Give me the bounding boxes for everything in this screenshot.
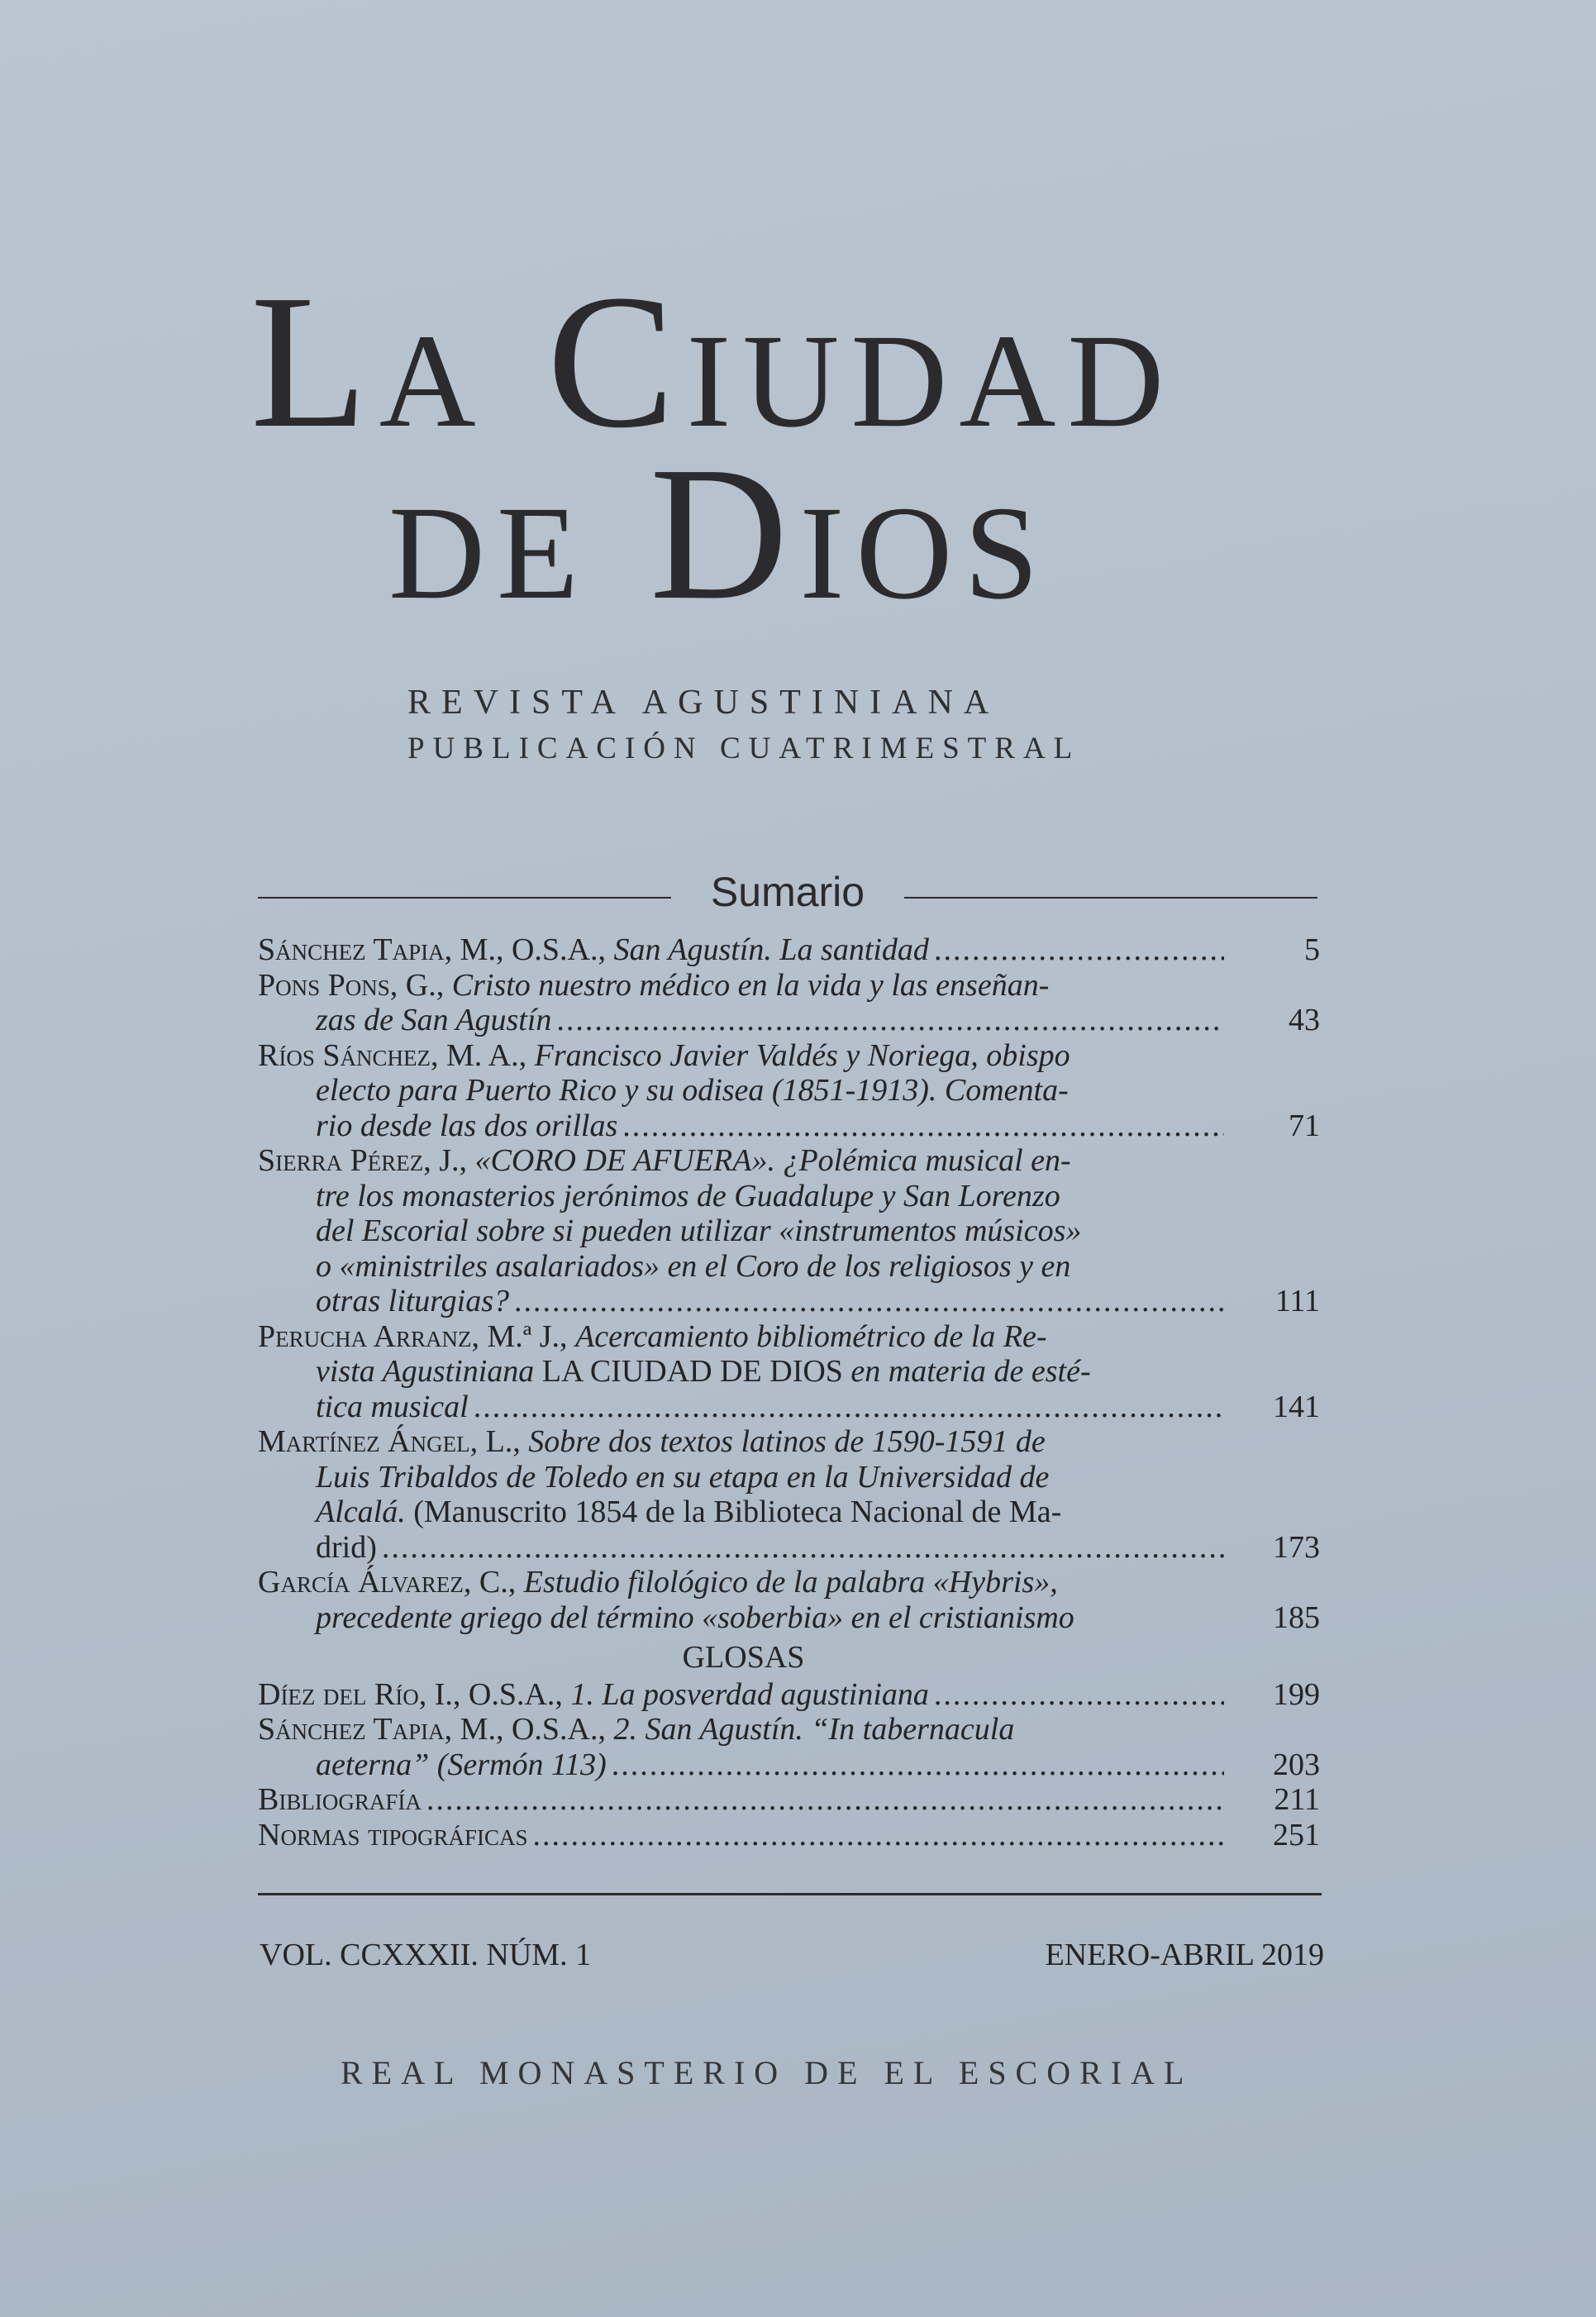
leader-dots	[514, 1284, 1224, 1319]
toc-author: Martínez Ángel, L.,	[258, 1424, 521, 1459]
toc-entry	[258, 1677, 1320, 1713]
toc-title: tre los monasterios jerónimos de Guadalupe y San Lorenzo	[316, 1178, 1060, 1213]
toc-title: Sobre dos textos latinos de 1590-1591 de	[528, 1424, 1046, 1459]
publisher: REAL MONASTERIO DE EL ESCORIAL	[341, 2054, 1193, 2091]
toc-title: Estudio filológico de la palabra «Hybris»,	[523, 1565, 1058, 1599]
toc-title: «CORO DE AFUERA». ¿Polémica musical en-	[474, 1143, 1071, 1178]
toc-author: Sierra Pérez, J.,	[258, 1143, 468, 1178]
issue-date: ENERO-ABRIL 2019	[1045, 1938, 1324, 1972]
toc-section-label: Normas tipográficas	[258, 1817, 528, 1852]
toc-author: Díez del Río, I., O.S.A.,	[258, 1676, 563, 1712]
leader-dots	[533, 1818, 1224, 1853]
leader-dots	[612, 1747, 1224, 1783]
leader-dots	[474, 1390, 1224, 1425]
divider-left	[258, 897, 671, 899]
toc-page-number: 141	[1273, 1389, 1320, 1424]
footer-divider	[258, 1893, 1322, 1895]
toc-author: Perucha Arranz, M.ª J.,	[258, 1318, 568, 1354]
toc-entry	[258, 1712, 1320, 1782]
toc-entry	[258, 1565, 1320, 1635]
toc-author: García Álvarez, C.,	[258, 1565, 517, 1599]
toc-page-number: 111	[1274, 1284, 1320, 1318]
toc-title: Luis Tribaldos de Toledo en su etapa en la Universidad de	[316, 1459, 1050, 1495]
leader-dots	[934, 932, 1224, 968]
toc-entry	[258, 1319, 1320, 1425]
toc-author: Pons Pons, G.,	[258, 967, 445, 1003]
toc-page-number: 199	[1273, 1676, 1320, 1712]
toc-title: del Escorial sobre si pueden utilizar «instrumentos músicos»	[316, 1213, 1082, 1248]
leader-dots	[622, 1108, 1224, 1144]
toc-page-number: 71	[1289, 1108, 1320, 1143]
toc-entry	[258, 1038, 1320, 1144]
toc-page-number: 251	[1273, 1817, 1320, 1852]
divider-right	[904, 897, 1317, 899]
toc-title: zas de San Agustín	[316, 1003, 552, 1037]
toc-title: Alcalá.	[316, 1495, 406, 1529]
toc-title: drid)	[316, 1529, 377, 1565]
toc-title: en materia de esté-	[850, 1354, 1091, 1389]
leader-dots	[934, 1677, 1224, 1713]
toc-page-number: 43	[1289, 1003, 1320, 1037]
toc-page-number: 5	[1304, 932, 1320, 967]
journal-subtitle: REVISTA AGUSTINIANA	[407, 684, 1000, 722]
toc-title: Cristo nuestro médico en la vida y las enseñan-	[451, 967, 1050, 1003]
toc-entry	[258, 932, 1320, 968]
leader-dots	[556, 1003, 1224, 1038]
journal-name-inline: LA CIUDAD DE DIOS	[541, 1354, 843, 1389]
toc-author: Sánchez Tapia, M., O.S.A.,	[258, 1712, 606, 1747]
toc-page-number: 185	[1273, 1599, 1320, 1635]
toc-entry	[258, 1782, 1320, 1818]
toc-title: (Manuscrito 1854 de la Biblioteca Nacional de Ma-	[413, 1495, 1062, 1529]
sumario-heading: Sumario	[710, 869, 865, 915]
toc-section-label: Bibliografía	[258, 1782, 422, 1817]
toc-title: San Agustín. La santidad	[613, 932, 929, 967]
volume-number: VOL. CCXXXII. NÚM. 1	[260, 1938, 592, 1972]
journal-title-line1: La Ciudad	[250, 255, 1176, 468]
leader-dots	[426, 1782, 1224, 1818]
toc-entry	[258, 1424, 1320, 1565]
toc-title: Acercamiento bibliométrico de la Re-	[575, 1318, 1047, 1354]
toc-entry	[258, 968, 1320, 1038]
toc-author: Ríos Sánchez, M. A.,	[258, 1037, 527, 1073]
toc-title: tica musical	[316, 1389, 469, 1424]
journal-title-line2: de Dios	[388, 427, 1051, 640]
publication-frequency: PUBLICACIÓN CUATRIMESTRAL	[407, 732, 1081, 765]
toc-title: aeterna” (Sermón 113)	[316, 1747, 607, 1782]
toc-entry	[258, 1143, 1320, 1319]
toc-title: o «ministriles asalariados» en el Coro de los religiosos y en	[316, 1248, 1071, 1284]
toc-title: otras liturgias?	[316, 1284, 510, 1318]
toc-title: 1. La posverdad agustiniana	[570, 1676, 929, 1712]
toc-page-number: 203	[1273, 1747, 1320, 1782]
toc-page-number: 173	[1273, 1529, 1320, 1565]
glosas-heading: GLOSAS	[682, 1640, 805, 1675]
toc-title: 2. San Agustín. “In tabernacula	[613, 1712, 1015, 1747]
toc-page-number: 211	[1274, 1782, 1320, 1817]
toc-title: electo para Puerto Rico y su odisea (1851-1913). Comenta-	[316, 1073, 1069, 1108]
leader-dots	[382, 1530, 1224, 1566]
toc-title: Francisco Javier Valdés y Noriega, obispo	[534, 1037, 1070, 1073]
toc-entry	[258, 1818, 1320, 1853]
toc-title: rio desde las dos orillas	[316, 1108, 618, 1143]
toc-title: precedente griego del término «soberbia» en el cristianismo	[316, 1599, 1074, 1635]
table-of-contents	[258, 932, 1320, 1852]
toc-title: vista Agustiniana	[316, 1354, 535, 1389]
toc-author: Sánchez Tapia, M., O.S.A.,	[258, 932, 606, 967]
sumario-header	[258, 868, 1317, 926]
